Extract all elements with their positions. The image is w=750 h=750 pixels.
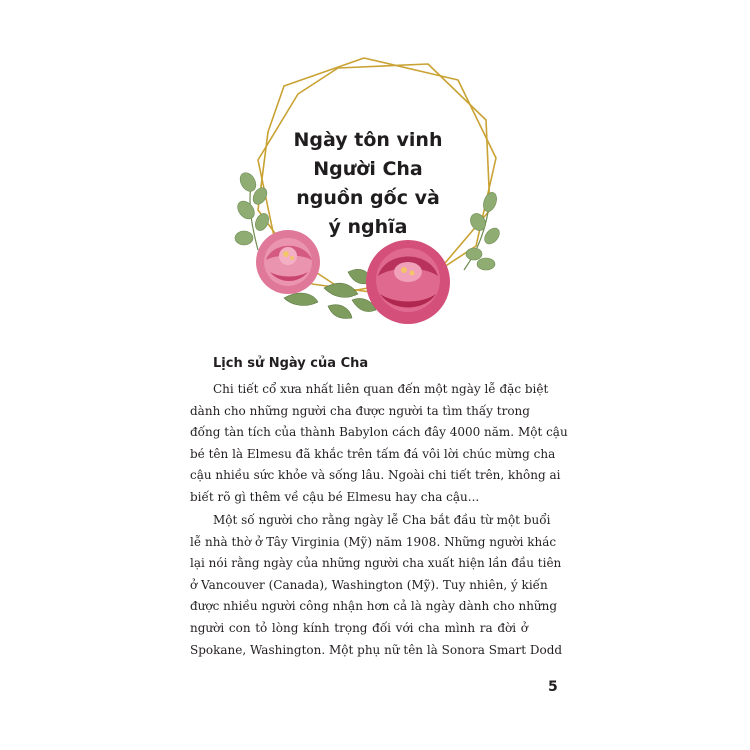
frame-title-line: ý nghĩa	[328, 216, 408, 238]
right-peony-flower	[366, 240, 450, 324]
text-line: lại nói rằng ngày của những người cha xuất hiện lần đầu tiên	[190, 556, 562, 571]
text-line: người con tỏ lòng kính trọng đối với cha mình ra đời ở	[190, 620, 528, 635]
text-line: Chi tiết cổ xưa nhất liên quan đến một ngày lễ đặc biệt	[213, 382, 549, 396]
text-line: bé tên là Elmesu đã khắc trên tấm đá vôi lời chúc mừng cha	[190, 446, 556, 461]
text-line: cậu nhiều sức khỏe và sống lâu. Ngoài chi tiết trên, không ai	[190, 468, 561, 483]
text-line: đống tàn tích của thành Babylon cách đây 4000 năm. Một cậu	[190, 425, 568, 440]
page-number: 5	[548, 679, 558, 695]
frame-title-line: Ngày tôn vinh	[293, 129, 443, 151]
frame-title	[283, 126, 453, 242]
section-heading: Lịch sử Ngày của Cha	[213, 356, 369, 371]
text-line: lễ nhà thờ ở Tây Virginia (Mỹ) năm 1908. Những người khác	[190, 534, 557, 549]
text-line: dành cho những người cha được người ta tìm thấy trong	[190, 403, 530, 418]
text-line: biết rõ gì thêm về cậu bé Elmesu hay cha cậu...	[190, 489, 480, 504]
text-line: Một số người cho rằng ngày lễ Cha bắt đầu từ một buổi	[213, 513, 551, 527]
title-frame	[228, 50, 508, 340]
frame-title-line: nguồn gốc và	[296, 187, 440, 209]
text-line: ở Vancouver (Canada), Washington (Mỹ). Tuy nhiên, ý kiến	[190, 577, 548, 592]
frame-title-line: Người Cha	[313, 158, 423, 180]
paragraph-2	[190, 510, 563, 661]
text-line: được nhiều người công nhận hơn cả là ngày dành cho những	[190, 599, 558, 614]
text-line: Spokane, Washington. Một phụ nữ tên là Sonora Smart Dodd	[190, 642, 563, 657]
paragraph-1	[190, 379, 568, 509]
